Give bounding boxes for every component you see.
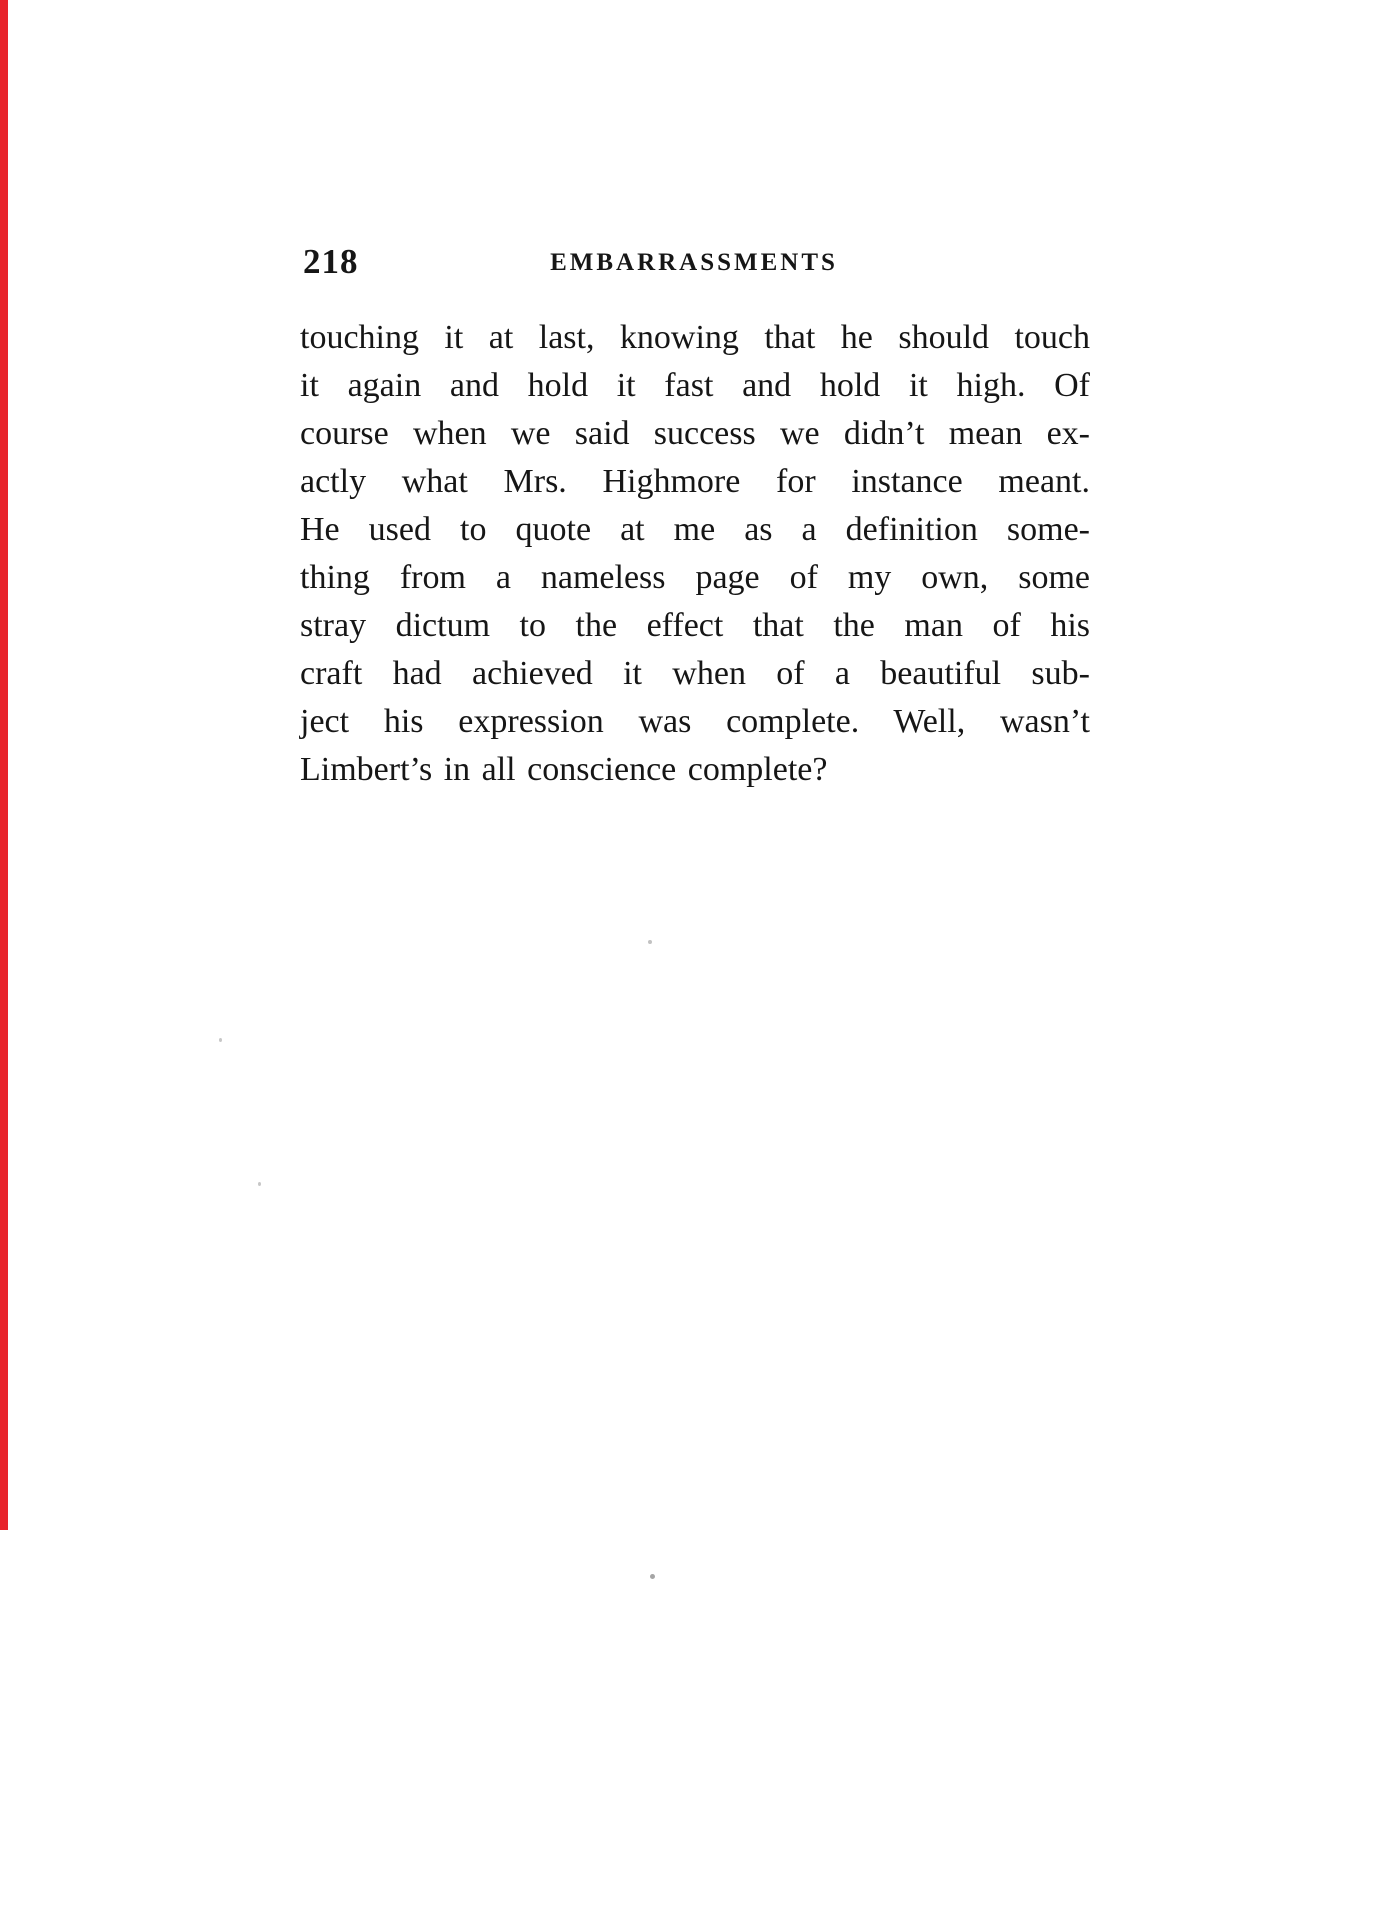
paragraph-block	[300, 314, 1090, 794]
scan-dust-speck	[219, 1038, 222, 1042]
text-line: craft had achieved it when of a beautiful sub-	[300, 655, 1090, 692]
text-line: thing from a nameless page of my own, some	[300, 559, 1090, 596]
text-line: Limbert’s in all conscience complete?	[300, 751, 828, 788]
page-header	[0, 0, 1375, 290]
scan-dust-speck	[648, 940, 652, 944]
scan-dust-speck	[650, 1574, 655, 1579]
text-line: touching it at last, knowing that he should touch	[300, 319, 1090, 356]
text-line: course when we said success we didn’t mean ex-	[300, 415, 1090, 452]
scan-dust-speck	[258, 1182, 261, 1186]
text-line: stray dictum to the effect that the man of his	[300, 607, 1090, 644]
text-line: ject his expression was complete. Well, wasn’t	[300, 703, 1090, 740]
text-line: it again and hold it fast and hold it high. Of	[300, 367, 1090, 404]
text-line: He used to quote at me as a definition some-	[300, 511, 1090, 548]
running-head-title: EMBARRASSMENTS	[550, 249, 838, 276]
page-number: 218	[303, 242, 359, 281]
text-line: actly what Mrs. Highmore for instance meant.	[300, 463, 1090, 500]
